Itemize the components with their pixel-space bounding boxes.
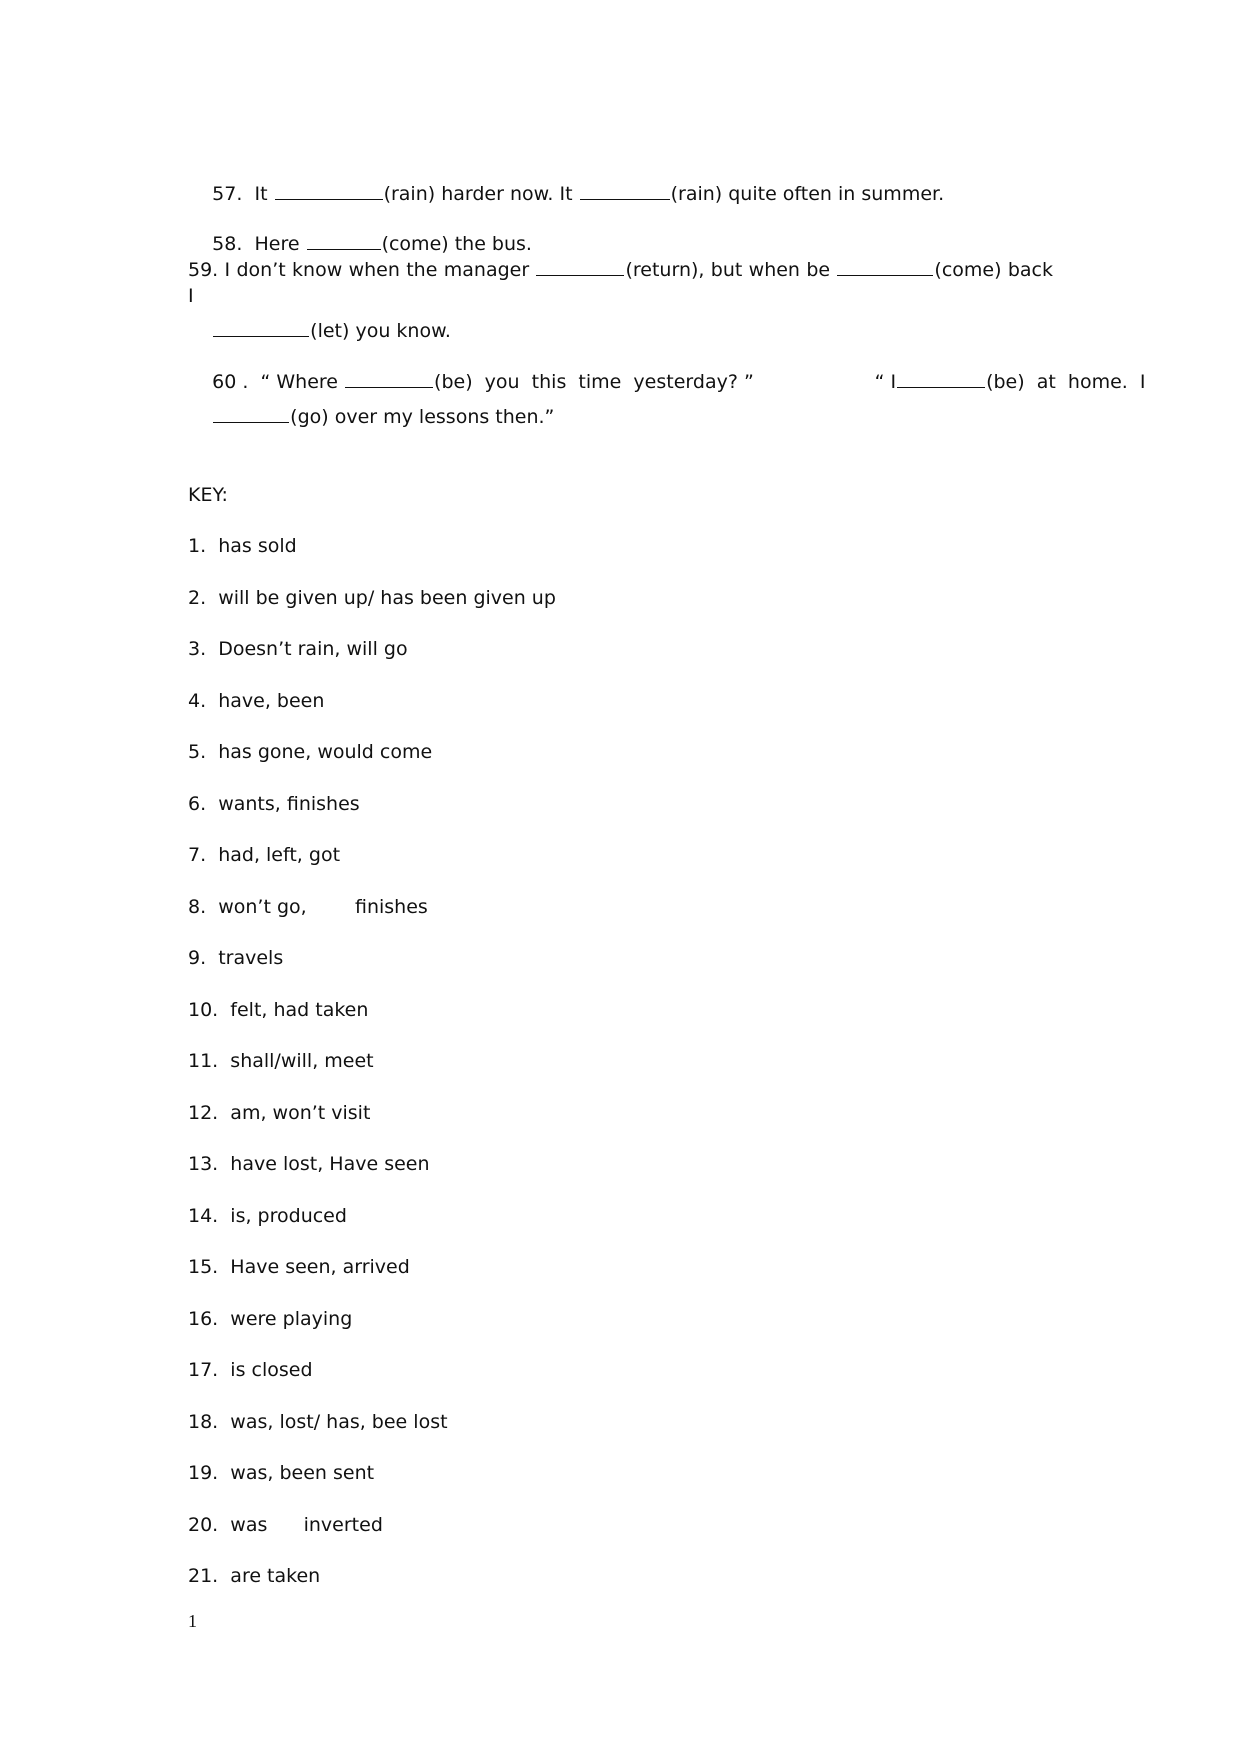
q60-text-2: (be) you this time yesterday? ” “ I bbox=[434, 371, 897, 393]
key-answer: 3. Doesn’t rain, will go bbox=[188, 638, 408, 660]
q59-blank-2 bbox=[837, 257, 933, 276]
q59-text-2: (return), but when be bbox=[625, 259, 837, 281]
key-answer: 18. was, lost/ has, bee lost bbox=[188, 1411, 448, 1433]
key-answer: 12. am, won’t visit bbox=[188, 1102, 371, 1124]
q58-blank bbox=[307, 231, 381, 250]
key-answer: 4. have, been bbox=[188, 690, 325, 712]
key-answer: 15. Have seen, arrived bbox=[188, 1256, 410, 1278]
key-heading: KEY: bbox=[188, 484, 228, 506]
q57-blank-2 bbox=[580, 181, 670, 200]
q57-blank-1 bbox=[275, 181, 383, 200]
key-answer: 5. has gone, would come bbox=[188, 741, 433, 763]
q57-text-1: 57. It bbox=[212, 183, 274, 205]
q60-text-1: 60 . “ Where bbox=[212, 371, 345, 393]
key-answer: 9. travels bbox=[188, 947, 284, 969]
q58-text-2: (come) the bus. bbox=[381, 233, 532, 255]
q59-text-1: 59. I don’t know when the manager bbox=[188, 259, 536, 281]
key-answer: 6. wants, finishes bbox=[188, 793, 360, 815]
key-answer: 20. was inverted bbox=[188, 1514, 383, 1536]
key-answer: 21. are taken bbox=[188, 1565, 321, 1587]
key-answer: 1. has sold bbox=[188, 535, 297, 557]
q57-text-2: (rain) harder now. It bbox=[383, 183, 579, 205]
key-answer: 13. have lost, Have seen bbox=[188, 1153, 430, 1175]
key-answer: 16. were playing bbox=[188, 1308, 353, 1330]
q59-text-4: (let) you know. bbox=[310, 320, 451, 342]
key-answer: 11. shall/will, meet bbox=[188, 1050, 374, 1072]
key-answer: 19. was, been sent bbox=[188, 1462, 375, 1484]
q59-text-3: (come) back I bbox=[188, 259, 1053, 307]
q59-blank-3 bbox=[213, 318, 309, 337]
q60-text-3: (be) at home. I bbox=[986, 371, 1146, 393]
page-number: 1 bbox=[188, 1611, 197, 1631]
key-answer: 7. had, left, got bbox=[188, 844, 341, 866]
key-answer: 8. won’t go, finishes bbox=[188, 896, 428, 918]
key-answer: 17. is closed bbox=[188, 1359, 313, 1381]
key-answer: 10. felt, had taken bbox=[188, 999, 369, 1021]
q58-text-1: 58. Here bbox=[212, 233, 306, 255]
q59-blank-1 bbox=[536, 257, 624, 276]
key-answer: 14. is, produced bbox=[188, 1205, 347, 1227]
key-answer: 2. will be given up/ has been given up bbox=[188, 587, 556, 609]
q60-blank-3 bbox=[213, 404, 289, 423]
question-60-line-2 bbox=[188, 378, 554, 456]
q60-text-4: (go) over my lessons then.” bbox=[290, 406, 555, 428]
q57-text-3: (rain) quite often in summer. bbox=[670, 183, 945, 205]
q60-blank-2 bbox=[897, 369, 985, 388]
